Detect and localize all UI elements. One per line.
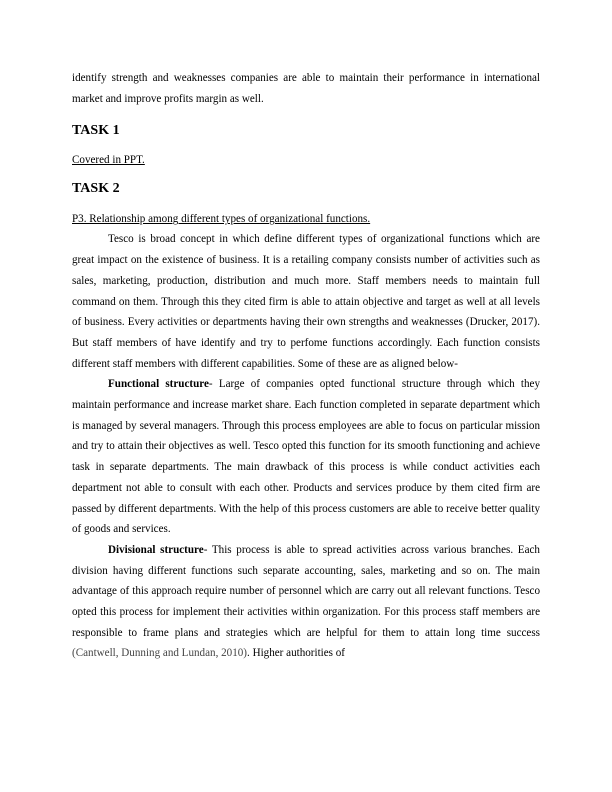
task2-subheading: P3. Relationship among different types of organizational functions.: [72, 213, 371, 226]
task2-heading: TASK 2: [72, 181, 120, 197]
tesco-overview-paragraph: Tesco is broad concept in which define different types of organizational functions which are great impact on the existence of business. It is a retailing company consists number of activities such as sales, marketing, production, distribution and much more. Staff members needs to maintain full command on them. Through this they cited firm is able to attain objective and target as well at all levels of business. Every activities or departments having their own strengths and weaknesses (Drucker, 2017). But staff members of have identify and try to perfome functions accordingly. Each function consists different staff members with different capabilities. Some of these are as aligned below-: [72, 233, 540, 370]
functional-structure-term: Functional structure: [108, 378, 209, 391]
divisional-structure-term: Divisional structure: [108, 543, 204, 556]
document-page: [72, 68, 540, 664]
divisional-structure-text-end: . Higher authorities of: [247, 647, 345, 660]
task1-note: Covered in PPT.: [72, 154, 145, 167]
functional-structure-paragraph: [72, 374, 540, 540]
divisional-citation: (Cantwell, Dunning and Lundan, 2010): [72, 647, 248, 660]
functional-structure-text: - Large of companies opted functional structure through which they maintain performance and increase market share. Each function completed in separate department which is managed by several managers. Through this process employees are able to focus on particular mission and try to attain their objectives as well. Tesco opted this function for its smooth functioning and achieve task in separate departments. The main drawback of this process is while conduct activities each department not able to consult with each other. Products and services produce by them cited firm are passed by different departments. With the help of this process customers are able to receive better quality of goods and services.: [72, 378, 540, 536]
intro-paragraph: identify strength and weaknesses companies are able to maintain their performance in international market and improve profits margin as well.: [72, 72, 540, 105]
task1-heading: TASK 1: [72, 123, 120, 139]
divisional-structure-paragraph: [72, 540, 540, 664]
divisional-structure-text: - This process is able to spread activities across various branches. Each division having different functions such separate accounting, sales, marketing and so on. The main advantage of this approach require number of personnel which are carry out all relevant functions. Tesco opted this process for implement their activities within organization. For this process staff members are responsible to frame plans and strategies which are helpful for them to attain long time success: [72, 543, 540, 639]
